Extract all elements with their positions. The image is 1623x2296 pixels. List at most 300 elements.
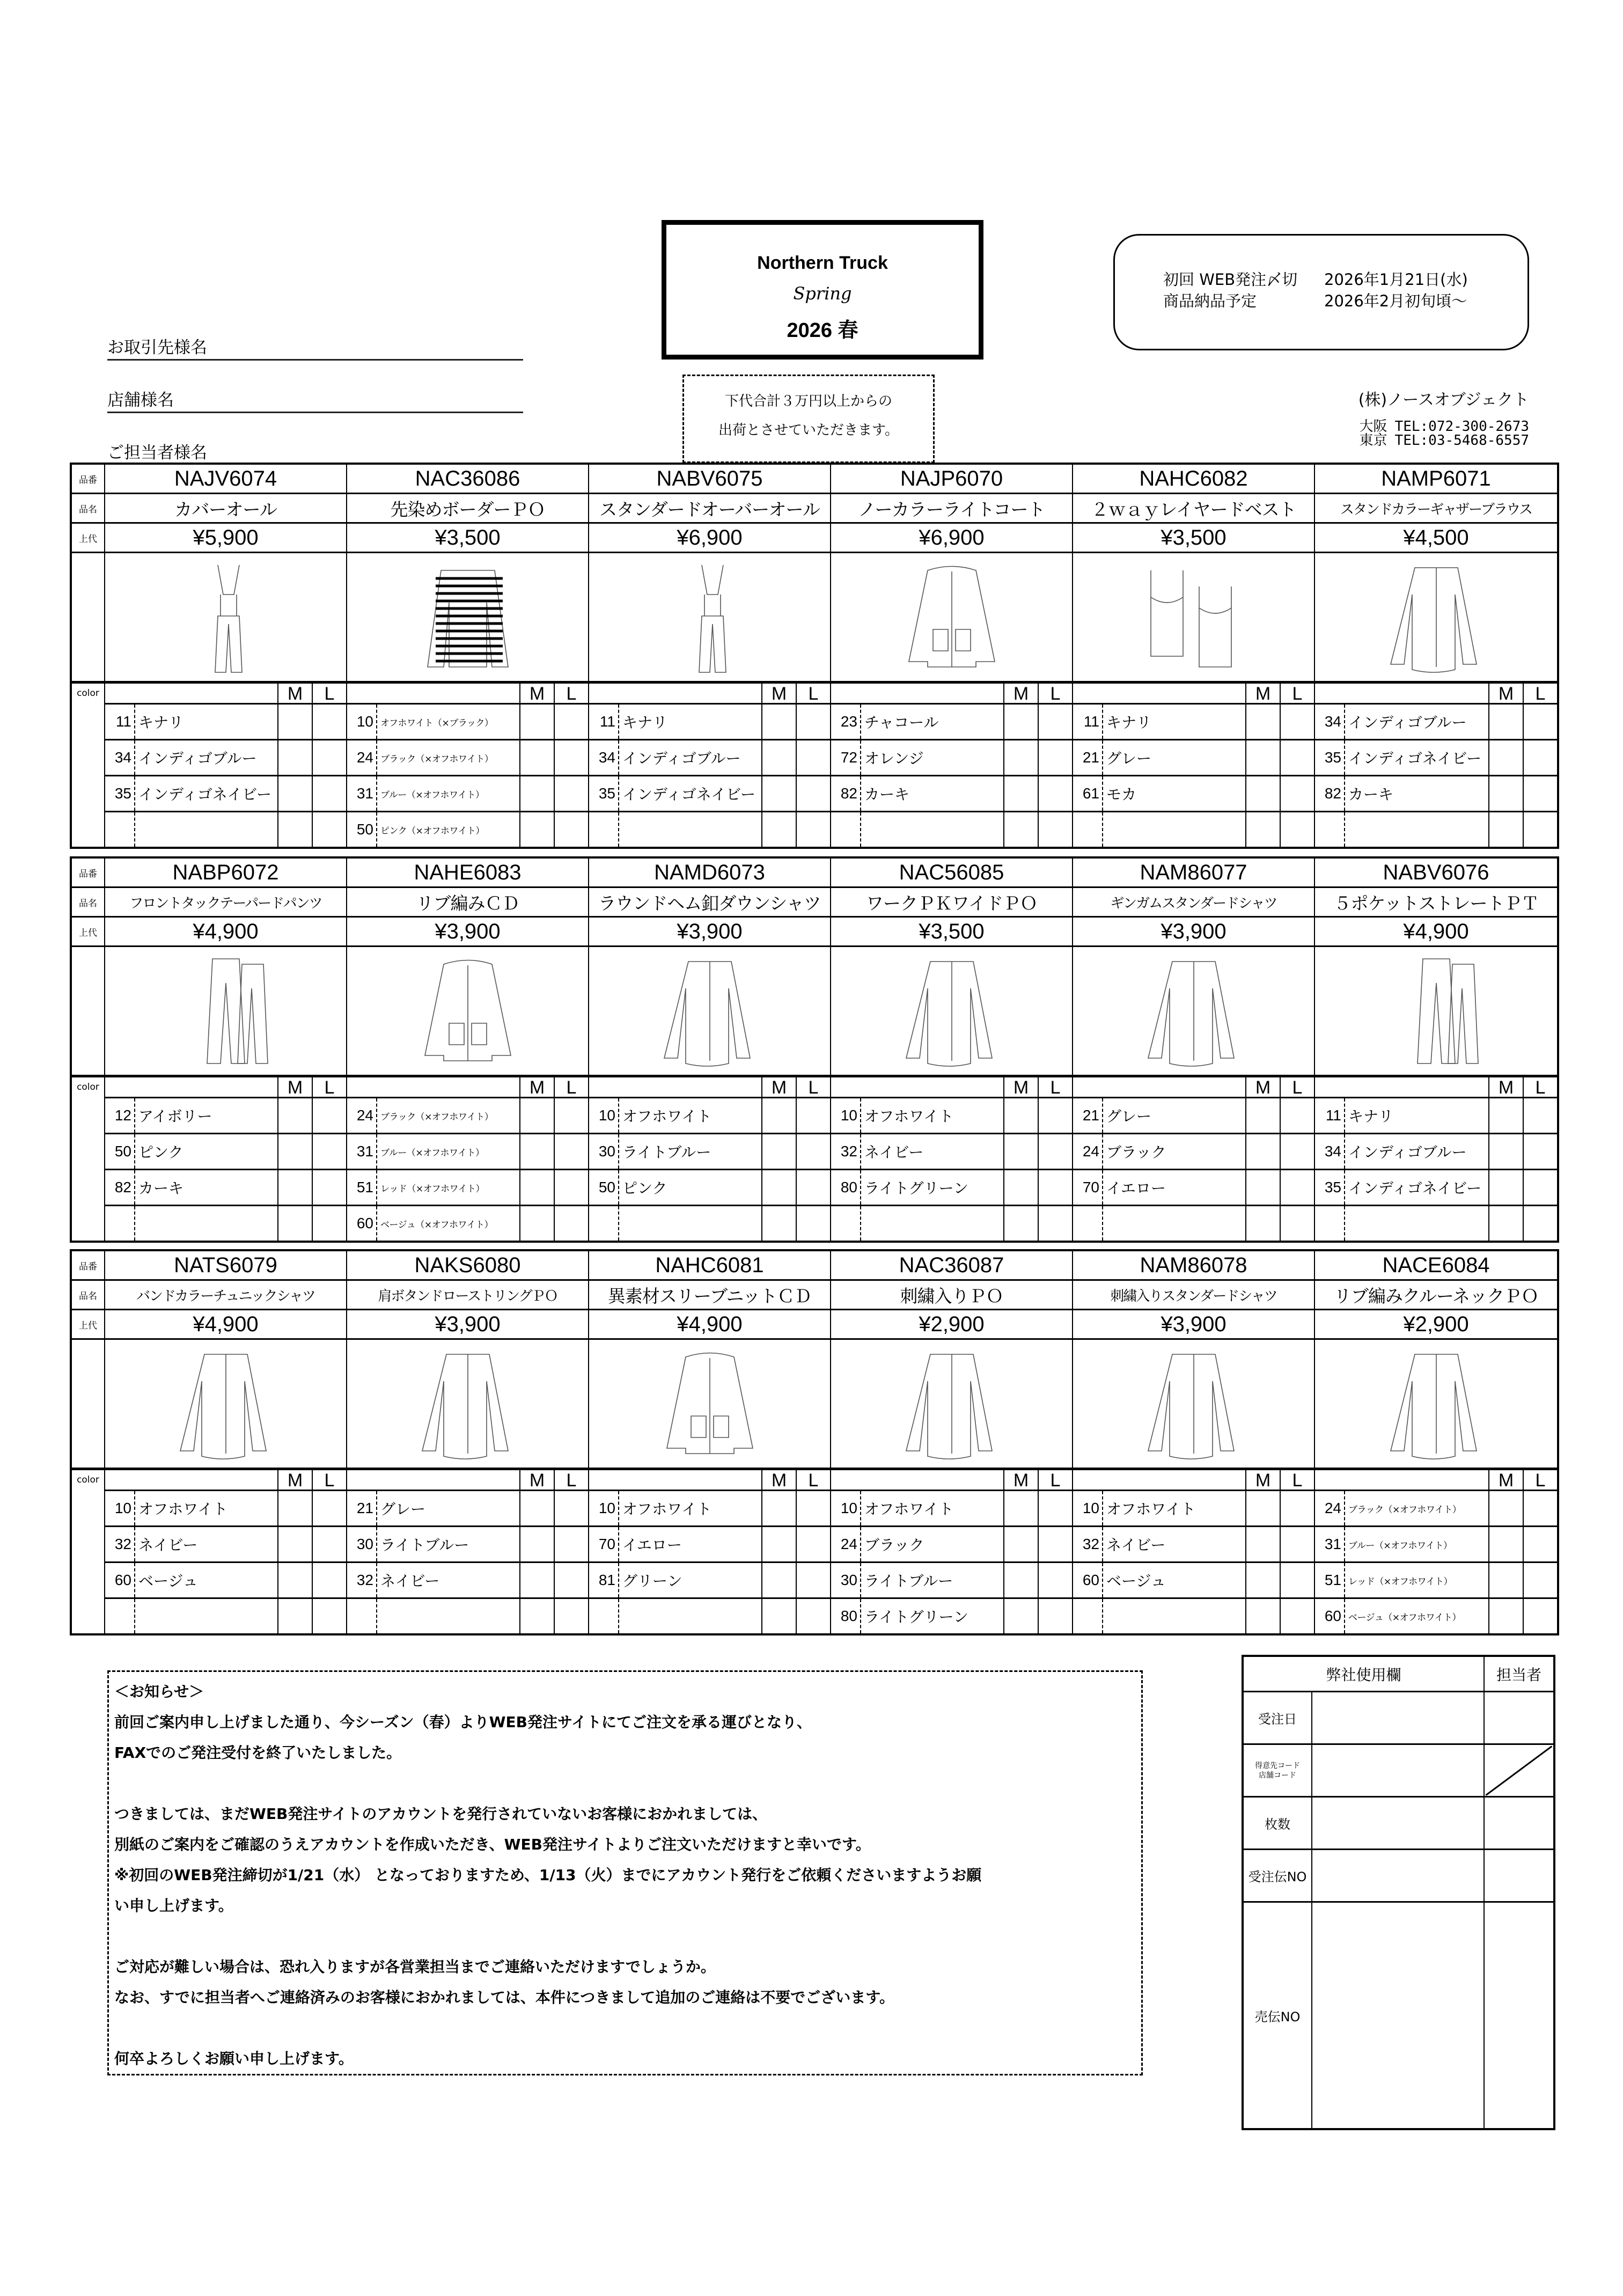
color-code: 30 <box>347 1527 377 1561</box>
company-contacts <box>1360 420 1529 448</box>
notice-line: なお、すでに担当者へご連絡済みのお客様におかれましては、本件につきまして追加のご連絡は不要でございます。 <box>114 1989 895 2006</box>
product-section <box>70 856 1559 1243</box>
qty-l-input[interactable] <box>1280 1170 1314 1206</box>
qty-m-input[interactable] <box>1003 1134 1038 1170</box>
qty-m-input[interactable] <box>761 1563 796 1599</box>
staff-cell[interactable] <box>1485 1850 1553 1903</box>
qty-l-input[interactable] <box>312 1599 346 1633</box>
qty-l-input[interactable] <box>554 1563 588 1599</box>
qty-l-input[interactable] <box>554 812 588 847</box>
qty-l-input[interactable] <box>1038 1206 1072 1241</box>
qty-m-input[interactable] <box>1488 1563 1523 1599</box>
qty-m-input[interactable] <box>1488 1206 1523 1241</box>
qty-m-input[interactable] <box>1488 1491 1523 1527</box>
color-option <box>1073 705 1245 740</box>
product-illustration <box>347 947 589 1077</box>
qty-l-input[interactable] <box>1280 1206 1314 1241</box>
qty-l-input[interactable] <box>796 740 830 776</box>
qty-m-input[interactable] <box>277 1206 312 1241</box>
qty-l-input[interactable] <box>796 1170 830 1206</box>
product-name: バンドカラーチュニックシャツ <box>105 1281 347 1310</box>
price-row-label: 上代 <box>72 1310 105 1340</box>
qty-l-input[interactable] <box>1280 1599 1314 1633</box>
qty-l-input[interactable] <box>312 1527 346 1563</box>
color-option <box>1315 1599 1488 1633</box>
color-code <box>1073 1206 1103 1241</box>
qty-l-input[interactable] <box>796 776 830 812</box>
qty-m-input[interactable] <box>277 1491 312 1527</box>
office-row-value[interactable] <box>1312 1745 1485 1798</box>
product-price: ¥3,900 <box>589 918 831 947</box>
color-code: 10 <box>347 705 377 739</box>
qty-l-input[interactable] <box>1523 1491 1557 1527</box>
qty-l-input[interactable] <box>1038 1098 1072 1134</box>
product-name: 刺繍入りＰＯ <box>831 1281 1073 1310</box>
qty-m-input[interactable] <box>1003 1098 1038 1134</box>
qty-l-input[interactable] <box>1280 1098 1314 1134</box>
color-name: インディゴネイビー <box>622 786 756 803</box>
qty-m-input[interactable] <box>1488 1170 1523 1206</box>
qty-l-input[interactable] <box>554 1599 588 1633</box>
color-size-grid <box>1315 1077 1557 1241</box>
qty-m-input[interactable] <box>1003 812 1038 847</box>
color-name: キナリ <box>1348 1107 1394 1125</box>
staff-cell[interactable] <box>1485 1903 1553 2128</box>
product-illustration <box>831 947 1073 1077</box>
color-option <box>105 1098 277 1134</box>
code-row-label: 品番 <box>72 1251 105 1281</box>
product-price: ¥6,900 <box>589 524 831 553</box>
color-name: ライトグリーン <box>864 1608 969 1626</box>
qty-m-input[interactable] <box>519 812 554 847</box>
qty-l-input[interactable] <box>1038 812 1072 847</box>
qty-m-input[interactable] <box>1003 740 1038 776</box>
qty-l-input[interactable] <box>796 1599 830 1633</box>
size-l-header: L <box>1523 1470 1557 1491</box>
color-code: 34 <box>105 740 135 775</box>
qty-l-input[interactable] <box>554 1527 588 1563</box>
color-name: ブルー（×オフホワイト） <box>1348 1540 1452 1551</box>
qty-m-input[interactable] <box>1488 812 1523 847</box>
color-name: ライトブルー <box>622 1143 711 1161</box>
color-code <box>1315 1206 1345 1241</box>
office-row-value[interactable] <box>1312 1692 1485 1745</box>
code-row-label: 品番 <box>72 465 105 494</box>
color-option <box>831 1491 1003 1527</box>
office-row-value[interactable] <box>1312 1903 1485 2128</box>
qty-l-input[interactable] <box>312 1098 346 1134</box>
qty-m-input[interactable] <box>277 776 312 812</box>
color-option <box>105 705 277 740</box>
qty-m-input[interactable] <box>1488 1527 1523 1563</box>
pocket-pullover-icon <box>887 953 1016 1069</box>
color-code: 60 <box>1315 1599 1345 1633</box>
qty-l-input[interactable] <box>1523 1206 1557 1241</box>
qty-m-input[interactable] <box>761 1206 796 1241</box>
color-option <box>1073 1527 1245 1563</box>
size-m-header: M <box>761 684 796 705</box>
product-name: 肩ボタンドローストリングＰＯ <box>347 1281 589 1310</box>
color-code: 32 <box>831 1134 861 1169</box>
color-option <box>105 1134 277 1170</box>
staff-cell[interactable] <box>1485 1798 1553 1850</box>
office-row-value[interactable] <box>1312 1798 1485 1850</box>
color-option <box>831 740 1003 776</box>
qty-m-input[interactable] <box>519 1134 554 1170</box>
qty-m-input[interactable] <box>1488 1134 1523 1170</box>
color-name: ネイビー <box>380 1572 440 1590</box>
qty-l-input[interactable] <box>1523 1563 1557 1599</box>
qty-l-input[interactable] <box>1038 1563 1072 1599</box>
qty-m-input[interactable] <box>1003 1491 1038 1527</box>
qty-l-input[interactable] <box>1523 1134 1557 1170</box>
size-l-header: L <box>1280 684 1314 705</box>
color-size-grid <box>831 1470 1073 1633</box>
name-row-label: 品名 <box>72 888 105 918</box>
color-code: 82 <box>831 776 861 811</box>
color-name: カーキ <box>864 786 910 803</box>
qty-m-input[interactable] <box>277 1134 312 1170</box>
qty-l-input[interactable] <box>312 1206 346 1241</box>
qty-l-input[interactable] <box>312 1134 346 1170</box>
office-row-value[interactable] <box>1312 1850 1485 1903</box>
qty-m-input[interactable] <box>1245 1599 1280 1633</box>
qty-m-input[interactable] <box>1003 1170 1038 1206</box>
qty-m-input[interactable] <box>761 1134 796 1170</box>
color-option <box>347 1170 519 1206</box>
color-option <box>1315 1491 1488 1527</box>
product-code: NAHC6081 <box>589 1251 831 1281</box>
color-size-grid <box>589 684 831 847</box>
qty-m-input[interactable] <box>519 776 554 812</box>
qty-m-input[interactable] <box>1488 740 1523 776</box>
qty-l-input[interactable] <box>554 1206 588 1241</box>
qty-m-input[interactable] <box>519 740 554 776</box>
color-option <box>589 776 761 812</box>
qty-l-input[interactable] <box>796 1206 830 1241</box>
color-option <box>1073 740 1245 776</box>
qty-m-input[interactable] <box>761 705 796 740</box>
product-name: ギンガムスタンダードシャツ <box>1073 888 1315 918</box>
qty-m-input[interactable] <box>1003 776 1038 812</box>
product-illustration <box>1073 553 1315 684</box>
staff-cell[interactable] <box>1485 1692 1553 1745</box>
color-code <box>105 1599 135 1633</box>
qty-l-input[interactable] <box>1038 1134 1072 1170</box>
qty-m-input[interactable] <box>277 1563 312 1599</box>
qty-m-input[interactable] <box>519 705 554 740</box>
product-name: ２ｗａｙレイヤードベスト <box>1073 494 1315 524</box>
size-l-header: L <box>1038 1470 1072 1491</box>
qty-m-input[interactable] <box>1245 812 1280 847</box>
qty-m-input[interactable] <box>761 1098 796 1134</box>
qty-l-input[interactable] <box>1523 1599 1557 1633</box>
color-name: ベージュ <box>1106 1572 1166 1590</box>
qty-m-input[interactable] <box>519 1098 554 1134</box>
product-name: 先染めボーダーＰＯ <box>347 494 589 524</box>
notice-title: ＜お知らせ＞ <box>114 1683 204 1700</box>
color-option <box>1073 776 1245 812</box>
product-code: NAC36087 <box>831 1251 1073 1281</box>
qty-m-input[interactable] <box>277 1170 312 1206</box>
qty-m-input[interactable] <box>277 1599 312 1633</box>
color-option <box>347 740 519 776</box>
color-option <box>1315 1527 1488 1563</box>
qty-m-input[interactable] <box>1245 1563 1280 1599</box>
qty-l-input[interactable] <box>796 1491 830 1527</box>
qty-m-input[interactable] <box>1245 1527 1280 1563</box>
contact-name-field[interactable] <box>107 439 207 463</box>
color-code <box>105 812 135 847</box>
office-row-label: 売伝NO <box>1244 1903 1312 2128</box>
qty-l-input[interactable] <box>1038 705 1072 740</box>
minimum-order-line1: 下代合計３万円以上からの <box>724 393 892 409</box>
collarless-coat-icon <box>887 560 1016 675</box>
qty-m-input[interactable] <box>1003 1563 1038 1599</box>
color-row-label: color <box>72 1470 105 1633</box>
color-name: グリーン <box>622 1572 682 1590</box>
color-code: 81 <box>589 1563 619 1597</box>
qty-l-input[interactable] <box>796 705 830 740</box>
qty-l-input[interactable] <box>1038 776 1072 812</box>
qty-l-input[interactable] <box>1038 1170 1072 1206</box>
qty-m-input[interactable] <box>277 740 312 776</box>
overall-icon <box>645 560 774 675</box>
color-option <box>347 1491 519 1527</box>
size-l-header: L <box>554 1470 588 1491</box>
qty-m-input[interactable] <box>277 812 312 847</box>
qty-m-input[interactable] <box>1245 705 1280 740</box>
qty-l-input[interactable] <box>1280 1134 1314 1170</box>
qty-l-input[interactable] <box>312 1170 346 1206</box>
product-code: NACE6084 <box>1315 1251 1557 1281</box>
qty-m-input[interactable] <box>277 705 312 740</box>
qty-m-input[interactable] <box>277 1098 312 1134</box>
product-illustration <box>347 1340 589 1470</box>
qty-m-input[interactable] <box>1245 1170 1280 1206</box>
color-code: 24 <box>347 740 377 775</box>
notice-box <box>107 1670 1143 2075</box>
qty-m-input[interactable] <box>1245 1098 1280 1134</box>
color-option <box>1315 1098 1488 1134</box>
qty-m-input[interactable] <box>1488 1098 1523 1134</box>
color-code <box>1315 812 1345 847</box>
color-name: ブラック <box>1106 1143 1166 1161</box>
product-code: NAHE6083 <box>347 859 589 888</box>
size-m-header: M <box>1245 1077 1280 1098</box>
qty-l-input[interactable] <box>796 1563 830 1599</box>
qty-l-input[interactable] <box>1523 776 1557 812</box>
qty-m-input[interactable] <box>761 812 796 847</box>
color-name: オフホワイト <box>864 1107 954 1125</box>
qty-l-input[interactable] <box>796 1134 830 1170</box>
qty-l-input[interactable] <box>1038 1491 1072 1527</box>
qty-l-input[interactable] <box>1523 705 1557 740</box>
qty-m-input[interactable] <box>1003 705 1038 740</box>
qty-l-input[interactable] <box>1038 740 1072 776</box>
product-name: ５ポケットストレートＰＴ <box>1315 888 1557 918</box>
color-code: 11 <box>1315 1098 1345 1133</box>
product-code: NAM86077 <box>1073 859 1315 888</box>
color-name: インディゴブルー <box>622 750 741 767</box>
product-price: ¥3,900 <box>1073 1310 1315 1340</box>
qty-l-input[interactable] <box>1523 1170 1557 1206</box>
color-name: ブルー（×オフホワイト） <box>380 789 484 801</box>
color-code: 51 <box>347 1170 377 1205</box>
qty-m-input[interactable] <box>519 1563 554 1599</box>
color-option <box>589 812 761 847</box>
color-code: 21 <box>1073 740 1103 775</box>
qty-l-input[interactable] <box>312 1563 346 1599</box>
qty-m-input[interactable] <box>277 1527 312 1563</box>
product-illustration <box>589 1340 831 1470</box>
product-code: NABV6075 <box>589 465 831 494</box>
color-name: チャコール <box>864 714 939 731</box>
product-name: 異素材スリーブニットＣＤ <box>589 1281 831 1310</box>
product-code: NAKS6080 <box>347 1251 589 1281</box>
color-size-grid <box>1315 684 1557 847</box>
color-code: 72 <box>831 740 861 775</box>
color-code: 50 <box>347 812 377 847</box>
product-illustration <box>105 947 347 1077</box>
product-price: ¥4,900 <box>105 1310 347 1340</box>
product-code: NABP6072 <box>105 859 347 888</box>
qty-l-input[interactable] <box>1523 740 1557 776</box>
qty-l-input[interactable] <box>312 812 346 847</box>
qty-m-input[interactable] <box>1488 776 1523 812</box>
color-name: ブラック（×オフホワイト） <box>1348 1504 1462 1515</box>
qty-m-input[interactable] <box>761 740 796 776</box>
price-row-label: 上代 <box>72 918 105 947</box>
qty-l-input[interactable] <box>796 812 830 847</box>
qty-l-input[interactable] <box>554 1098 588 1134</box>
product-code: NAJV6074 <box>105 465 347 494</box>
qty-l-input[interactable] <box>554 776 588 812</box>
qty-l-input[interactable] <box>312 705 346 740</box>
qty-l-input[interactable] <box>1280 776 1314 812</box>
qty-l-input[interactable] <box>554 1170 588 1206</box>
size-m-header: M <box>519 1077 554 1098</box>
qty-l-input[interactable] <box>312 776 346 812</box>
qty-m-input[interactable] <box>1003 1599 1038 1633</box>
color-header-blank <box>831 684 1003 705</box>
embroidered-pullover-icon <box>887 1346 1016 1462</box>
qty-m-input[interactable] <box>1245 776 1280 812</box>
qty-l-input[interactable] <box>796 1527 830 1563</box>
color-option <box>1315 1170 1488 1206</box>
qty-l-input[interactable] <box>1523 1098 1557 1134</box>
qty-m-input[interactable] <box>1488 1599 1523 1633</box>
color-option <box>1073 1599 1245 1633</box>
qty-l-input[interactable] <box>1280 812 1314 847</box>
color-code: 35 <box>589 776 619 811</box>
qty-l-input[interactable] <box>796 1098 830 1134</box>
color-code: 34 <box>1315 1134 1345 1169</box>
qty-m-input[interactable] <box>761 1170 796 1206</box>
qty-l-input[interactable] <box>1523 812 1557 847</box>
qty-m-input[interactable] <box>1245 1491 1280 1527</box>
color-option <box>589 740 761 776</box>
color-option <box>1315 1134 1488 1170</box>
product-price: ¥3,900 <box>347 918 589 947</box>
qty-m-input[interactable] <box>519 1527 554 1563</box>
rib-crewneck-icon <box>1372 1346 1501 1462</box>
qty-m-input[interactable] <box>1003 1527 1038 1563</box>
qty-m-input[interactable] <box>761 776 796 812</box>
color-option <box>589 1134 761 1170</box>
qty-m-input[interactable] <box>1245 1206 1280 1241</box>
qty-l-input[interactable] <box>554 740 588 776</box>
qty-m-input[interactable] <box>1488 705 1523 740</box>
size-m-header: M <box>1003 1077 1038 1098</box>
product-code: NATS6079 <box>105 1251 347 1281</box>
qty-m-input[interactable] <box>519 1491 554 1527</box>
color-name: ブラック（×オフホワイト） <box>380 1111 494 1123</box>
color-name: ブラック <box>864 1536 924 1554</box>
qty-l-input[interactable] <box>554 1491 588 1527</box>
size-m-header: M <box>277 684 312 705</box>
qty-l-input[interactable] <box>1038 1527 1072 1563</box>
color-option <box>1073 812 1245 847</box>
qty-m-input[interactable] <box>761 1527 796 1563</box>
product-illustration <box>589 947 831 1077</box>
qty-l-input[interactable] <box>312 1491 346 1527</box>
qty-m-input[interactable] <box>1245 1134 1280 1170</box>
color-row-label: color <box>72 684 105 847</box>
product-name: スタンドカラーギャザーブラウス <box>1315 494 1557 524</box>
contact-tel: TEL:03-5468-6557 <box>1394 432 1529 449</box>
qty-l-input[interactable] <box>1280 740 1314 776</box>
qty-l-input[interactable] <box>1280 1491 1314 1527</box>
qty-l-input[interactable] <box>554 705 588 740</box>
qty-m-input[interactable] <box>761 1491 796 1527</box>
qty-l-input[interactable] <box>1523 1527 1557 1563</box>
product-code: NAJP6070 <box>831 465 1073 494</box>
qty-m-input[interactable] <box>1245 740 1280 776</box>
qty-m-input[interactable] <box>519 1206 554 1241</box>
color-code: 31 <box>347 1134 377 1169</box>
qty-m-input[interactable] <box>761 1599 796 1633</box>
product-price: ¥4,900 <box>1315 918 1557 947</box>
color-code: 30 <box>831 1563 861 1597</box>
qty-m-input[interactable] <box>1003 1206 1038 1241</box>
store-name-field[interactable] <box>107 386 523 413</box>
knit-cardigan-icon <box>645 1346 774 1462</box>
size-l-header: L <box>1280 1077 1314 1098</box>
size-m-header: M <box>1003 684 1038 705</box>
product-code: NAMP6071 <box>1315 465 1557 494</box>
contact-name-label: ご担当者様名 <box>107 443 207 463</box>
color-option <box>347 1527 519 1563</box>
client-name-field[interactable] <box>107 334 523 361</box>
color-option <box>1315 1563 1488 1599</box>
qty-l-input[interactable] <box>1038 1599 1072 1633</box>
qty-l-input[interactable] <box>554 1134 588 1170</box>
color-name: グレー <box>1106 1107 1152 1125</box>
color-header-blank <box>589 684 761 705</box>
qty-m-input[interactable] <box>519 1599 554 1633</box>
size-l-header: L <box>796 684 830 705</box>
color-option <box>1315 776 1488 812</box>
qty-l-input[interactable] <box>312 740 346 776</box>
product-name: 刺繍入りスタンダードシャツ <box>1073 1281 1315 1310</box>
qty-l-input[interactable] <box>1280 705 1314 740</box>
qty-l-input[interactable] <box>1280 1527 1314 1563</box>
qty-m-input[interactable] <box>519 1170 554 1206</box>
qty-l-input[interactable] <box>1280 1563 1314 1599</box>
image-row-label <box>72 553 105 684</box>
size-l-header: L <box>554 684 588 705</box>
